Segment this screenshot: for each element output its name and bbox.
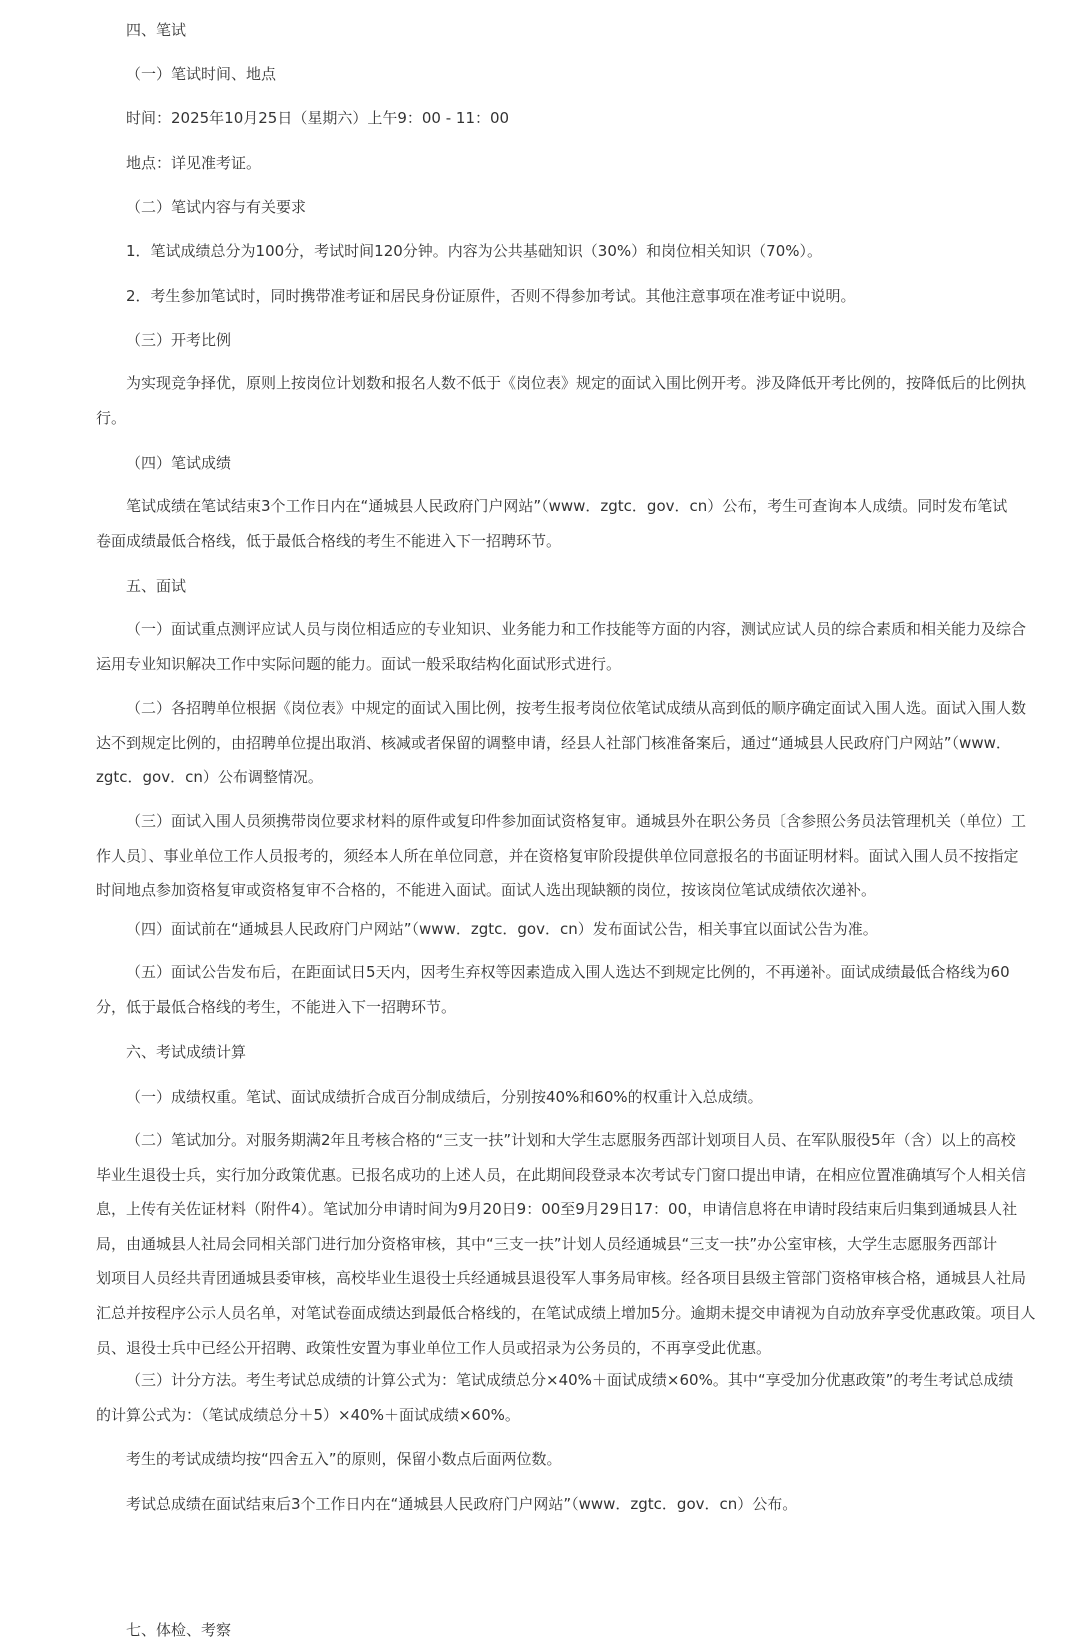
paragraph-line: 达不到规定比例的，由招聘单位提出取消、核减或者保留的调整申请，经县人社部门核准备案后，通过“通城县人民政府门户网站”（www． bbox=[96, 733, 1011, 752]
paragraph-score bbox=[96, 489, 1006, 558]
paragraph-i1 bbox=[96, 612, 1027, 681]
paragraph-h4 bbox=[96, 12, 1006, 48]
paragraph-line: （二）笔试加分。对服务期满2年且考核合格的“三支一扶”计划和大学生志愿服务西部计划项目人员、在军队服役5年（含）以上的高校 bbox=[126, 1131, 1016, 1149]
paragraph-c3 bbox=[96, 1363, 1014, 1432]
paragraph-line: 息，上传有关佐证材料（附件4）。笔试加分申请时间为9月20日9：00至9月29日17：00，申请信息将在申请时段结束后归集到通城县人社 bbox=[96, 1200, 1018, 1219]
paragraph-req2 bbox=[96, 278, 1006, 314]
paragraph-i3 bbox=[96, 804, 1027, 908]
paragraph-i4 bbox=[96, 911, 1006, 947]
paragraph-line: 1．笔试成绩总分为100分，考试时间120分钟。内容为公共基础知识（30%）和岗位相关知识（70%）。 bbox=[126, 242, 822, 260]
paragraph-line: 五、面试 bbox=[126, 577, 187, 595]
paragraph-line: （三）开考比例 bbox=[126, 331, 232, 349]
paragraph-line: 四、笔试 bbox=[126, 21, 187, 39]
paragraph-line: 地点：详见准考证。 bbox=[126, 154, 262, 172]
paragraph-line: （三）计分方法。考生考试总成绩的计算公式为：笔试成绩总分×40%＋面试成绩×60%。其中“享受加分优惠政策”的考生考试总成绩 bbox=[126, 1371, 1014, 1389]
paragraph-line: （二）各招聘单位根据《岗位表》中规定的面试入围比例，按考生报考岗位依笔试成绩从高到低的顺序确定面试入围人选。面试入围人数 bbox=[126, 699, 1027, 717]
paragraph-line: 考生的考试成绩均按“四舍五入”的原则，保留小数点后面两位数。 bbox=[126, 1450, 562, 1468]
paragraph-line: （一）笔试时间、地点 bbox=[126, 65, 277, 83]
paragraph-req1 bbox=[96, 233, 1006, 269]
paragraph-line: 划项目人员经共青团通城县委审核，高校毕业生退役士兵经通城县退役军人事务局审核。经各项目县级主管部门资格审核合格，通城县人社局 bbox=[96, 1269, 1027, 1288]
paragraph-line: 时间地点参加资格复审或资格复审不合格的，不能进入面试。面试人选出现缺额的岗位，按该岗位笔试成绩依次递补。 bbox=[96, 881, 877, 900]
paragraph-i2 bbox=[96, 691, 1027, 795]
paragraph-s4-4 bbox=[96, 445, 1006, 481]
paragraph-time bbox=[96, 100, 1006, 136]
paragraph-line: 作人员〕、事业单位工作人员报考的，须经本人所在单位同意，并在资格复审阶段提供单位同意报名的书面证明材料。面试入围人员不按指定 bbox=[96, 846, 1019, 865]
paragraph-line: （一）面试重点测评应试人员与岗位相适应的专业知识、业务能力和工作技能等方面的内容，测试应试人员的综合素质和相关能力及综合 bbox=[126, 620, 1027, 638]
paragraph-line: 时间：2025年10月25日（星期六）上午9：00 - 11：00 bbox=[126, 109, 510, 127]
paragraph-line: 为实现竞争择优，原则上按岗位计划数和报名人数不低于《岗位表》规定的面试入围比例开考。涉及降低开考比例的，按降低后的比例执 bbox=[126, 374, 1027, 392]
paragraph-line: 毕业生退役士兵，实行加分政策优惠。已报名成功的上述人员，在此期间段登录本次考试专门窗口提出申请，在相应位置准确填写个人相关信 bbox=[96, 1165, 1027, 1184]
paragraph-line: 分，低于最低合格线的考生，不能进入下一招聘环节。 bbox=[96, 997, 457, 1016]
paragraph-line: 考试总成绩在面试结束后3个工作日内在“通城县人民政府门户网站”（www．zgtc．gov．cn）公布。 bbox=[126, 1495, 798, 1513]
paragraph-line: 行。 bbox=[96, 408, 127, 427]
paragraph-place bbox=[96, 145, 1006, 181]
paragraph-c1 bbox=[96, 1079, 1006, 1115]
paragraph-s4-1 bbox=[96, 56, 1006, 92]
paragraph-line: 局，由通城县人社局会同相关部门进行加分资格审核，其中“三支一扶”计划人员经通城县“三支一扶”办公室审核，大学生志愿服务西部计 bbox=[96, 1234, 998, 1253]
paragraph-round bbox=[96, 1441, 1006, 1477]
paragraph-line: （四）面试前在“通城县人民政府门户网站”（www．zgtc．gov．cn）发布面试公告，相关事宜以面试公告为准。 bbox=[126, 920, 878, 938]
paragraph-line: （五）面试公告发布后，在距面试日5天内，因考生弃权等因素造成入围人选达不到规定比例的，不再递补。面试成绩最低合格线为60 bbox=[126, 963, 1010, 981]
paragraph-line: （三）面试入围人员须携带岗位要求材料的原件或复印件参加面试资格复审。通城县外在职公务员〔含参照公务员法管理机关（单位）工 bbox=[126, 812, 1027, 830]
paragraph-line: 六、考试成绩计算 bbox=[126, 1043, 247, 1061]
section-heading-partial: 七、体检、考察 bbox=[126, 1621, 232, 1639]
paragraph-i5 bbox=[96, 955, 1010, 1024]
paragraph-line: 卷面成绩最低合格线，低于最低合格线的考生不能进入下一招聘环节。 bbox=[96, 531, 562, 550]
paragraph-s4-3 bbox=[96, 322, 1006, 358]
paragraph-c2 bbox=[96, 1123, 1036, 1365]
paragraph-ratio bbox=[96, 366, 1027, 435]
paragraph-line: （二）笔试内容与有关要求 bbox=[126, 198, 307, 216]
paragraph-line: （四）笔试成绩 bbox=[126, 454, 232, 472]
paragraph-line: 笔试成绩在笔试结束3个工作日内在“通城县人民政府门户网站”（www．zgtc．gov．cn）公布，考生可查询本人成绩。同时发布笔试 bbox=[126, 497, 1008, 515]
paragraph-line: 运用专业知识解决工作中实际问题的能力。面试一般采取结构化面试形式进行。 bbox=[96, 654, 622, 673]
paragraph-line: （一）成绩权重。笔试、面试成绩折合成百分制成绩后，分别按40%和60%的权重计入总成绩。 bbox=[126, 1088, 763, 1106]
paragraph-line: 2．考生参加笔试时，同时携带准考证和居民身份证原件，否则不得参加考试。其他注意事项在准考证中说明。 bbox=[126, 287, 856, 305]
paragraph-h5 bbox=[96, 568, 1006, 604]
paragraph-h6 bbox=[96, 1034, 1006, 1070]
paragraph-s4-2 bbox=[96, 189, 1006, 225]
paragraph-line: 员、退役士兵中已经公开招聘、政策性安置为事业单位工作人员或招录为公务员的，不再享受此优惠。 bbox=[96, 1338, 772, 1357]
paragraph-line: zgtc．gov．cn）公布调整情况。 bbox=[96, 768, 323, 787]
paragraph-line: 的计算公式为：（笔试成绩总分＋5）×40%＋面试成绩×60%。 bbox=[96, 1405, 520, 1424]
paragraph-line: 汇总并按程序公示人员名单，对笔试卷面成绩达到最低合格线的，在笔试成绩上增加5分。逾期未提交申请视为自动放弃享受优惠政策。项目人 bbox=[96, 1303, 1036, 1322]
paragraph-publish bbox=[96, 1486, 1006, 1522]
